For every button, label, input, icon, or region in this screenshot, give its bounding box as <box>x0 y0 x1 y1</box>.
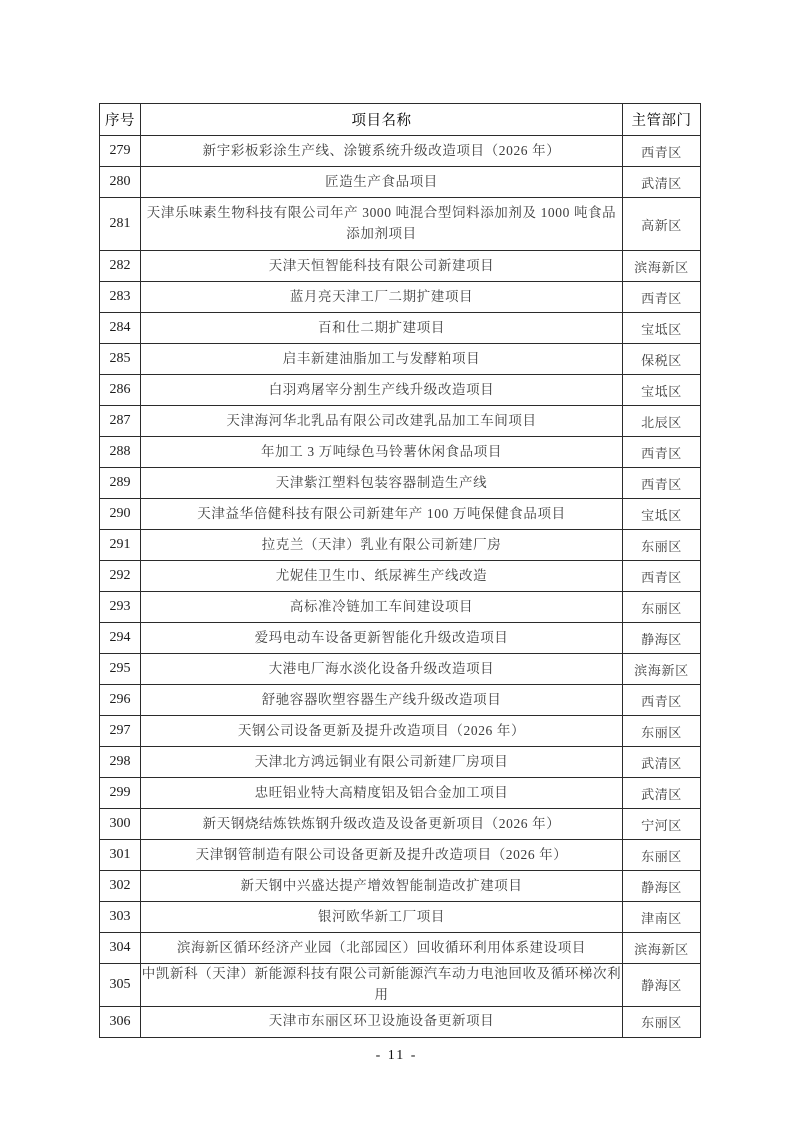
table-row <box>100 809 701 840</box>
cell-project-name: 天津海河华北乳品有限公司改建乳品加工车间项目 <box>141 406 623 437</box>
table-row <box>100 654 701 685</box>
table-row <box>100 840 701 871</box>
cell-sequence: 306 <box>100 1006 141 1037</box>
cell-project-name: 滨海新区循环经济产业园（北部园区）回收循环利用体系建设项目 <box>141 933 623 964</box>
cell-sequence: 299 <box>100 778 141 809</box>
cell-department: 宝坻区 <box>623 313 701 344</box>
table-row <box>100 375 701 406</box>
table-header-row <box>100 104 701 136</box>
cell-project-name: 百和仕二期扩建项目 <box>141 313 623 344</box>
cell-department: 西青区 <box>623 136 701 167</box>
cell-project-name: 天钢公司设备更新及提升改造项目（2026 年） <box>141 716 623 747</box>
cell-project-name: 天津市东丽区环卫设施设备更新项目 <box>141 1006 623 1037</box>
cell-sequence: 302 <box>100 871 141 902</box>
cell-project-name: 拉克兰（天津）乳业有限公司新建厂房 <box>141 530 623 561</box>
cell-project-name: 天津天恒智能科技有限公司新建项目 <box>141 251 623 282</box>
cell-project-name: 高标准冷链加工车间建设项目 <box>141 592 623 623</box>
table-row <box>100 685 701 716</box>
cell-department: 滨海新区 <box>623 251 701 282</box>
cell-project-name: 舒驰容器吹塑容器生产线升级改造项目 <box>141 685 623 716</box>
cell-sequence: 291 <box>100 530 141 561</box>
table-row <box>100 871 701 902</box>
cell-sequence: 289 <box>100 468 141 499</box>
cell-department: 保税区 <box>623 344 701 375</box>
cell-sequence: 305 <box>100 964 141 1007</box>
cell-project-name: 新天钢烧结炼铁炼钢升级改造及设备更新项目（2026 年） <box>141 809 623 840</box>
cell-project-name: 匠造生产食品项目 <box>141 167 623 198</box>
cell-sequence: 300 <box>100 809 141 840</box>
table-row <box>100 251 701 282</box>
cell-sequence: 293 <box>100 592 141 623</box>
cell-sequence: 298 <box>100 747 141 778</box>
table-row <box>100 406 701 437</box>
cell-project-name: 启丰新建油脂加工与发酵粕项目 <box>141 344 623 375</box>
project-table <box>99 103 701 1038</box>
table-row <box>100 747 701 778</box>
table-row <box>100 778 701 809</box>
cell-project-name: 天津益华倍健科技有限公司新建年产 100 万吨保健食品项目 <box>141 499 623 530</box>
table-row <box>100 530 701 561</box>
cell-department: 西青区 <box>623 685 701 716</box>
table-row <box>100 1006 701 1037</box>
cell-department: 高新区 <box>623 198 701 251</box>
table-row <box>100 716 701 747</box>
table-row <box>100 592 701 623</box>
cell-sequence: 283 <box>100 282 141 313</box>
table-header <box>100 104 701 136</box>
cell-project-name: 蓝月亮天津工厂二期扩建项目 <box>141 282 623 313</box>
project-table-container <box>99 103 700 1038</box>
cell-sequence: 304 <box>100 933 141 964</box>
cell-sequence: 294 <box>100 623 141 654</box>
cell-sequence: 292 <box>100 561 141 592</box>
cell-project-name: 天津乐味素生物科技有限公司年产 3000 吨混合型饲料添加剂及 1000 吨食品添加剂项目 <box>141 198 623 251</box>
cell-department: 西青区 <box>623 468 701 499</box>
cell-project-name: 尤妮佳卫生巾、纸尿裤生产线改造 <box>141 561 623 592</box>
cell-sequence: 282 <box>100 251 141 282</box>
cell-department: 宝坻区 <box>623 375 701 406</box>
cell-department: 东丽区 <box>623 530 701 561</box>
cell-sequence: 301 <box>100 840 141 871</box>
cell-department: 静海区 <box>623 623 701 654</box>
cell-department: 武清区 <box>623 747 701 778</box>
cell-sequence: 290 <box>100 499 141 530</box>
cell-department: 静海区 <box>623 871 701 902</box>
cell-project-name: 银河欧华新工厂项目 <box>141 902 623 933</box>
table-row <box>100 313 701 344</box>
cell-department: 武清区 <box>623 778 701 809</box>
cell-sequence: 286 <box>100 375 141 406</box>
cell-sequence: 288 <box>100 437 141 468</box>
cell-sequence: 284 <box>100 313 141 344</box>
column-header-project-name: 项目名称 <box>141 104 623 136</box>
cell-project-name: 天津钢管制造有限公司设备更新及提升改造项目（2026 年） <box>141 840 623 871</box>
table-row <box>100 282 701 313</box>
cell-project-name: 新天钢中兴盛达提产增效智能制造改扩建项目 <box>141 871 623 902</box>
table-row <box>100 468 701 499</box>
table-row <box>100 167 701 198</box>
table-row <box>100 933 701 964</box>
cell-project-name: 爱玛电动车设备更新智能化升级改造项目 <box>141 623 623 654</box>
cell-sequence: 281 <box>100 198 141 251</box>
cell-sequence: 295 <box>100 654 141 685</box>
cell-project-name: 天津北方鸿远铜业有限公司新建厂房项目 <box>141 747 623 778</box>
cell-department: 宁河区 <box>623 809 701 840</box>
column-header-sequence: 序号 <box>100 104 141 136</box>
page-number-footer: - 11 - <box>375 1048 418 1063</box>
table-row <box>100 902 701 933</box>
table-row <box>100 344 701 375</box>
table-row <box>100 198 701 251</box>
cell-sequence: 297 <box>100 716 141 747</box>
table-row <box>100 437 701 468</box>
cell-sequence: 279 <box>100 136 141 167</box>
cell-sequence: 285 <box>100 344 141 375</box>
cell-sequence: 287 <box>100 406 141 437</box>
cell-project-name: 白羽鸡屠宰分割生产线升级改造项目 <box>141 375 623 406</box>
cell-department: 东丽区 <box>623 716 701 747</box>
cell-sequence: 296 <box>100 685 141 716</box>
cell-department: 东丽区 <box>623 1006 701 1037</box>
cell-sequence: 280 <box>100 167 141 198</box>
table-row <box>100 136 701 167</box>
cell-department: 西青区 <box>623 437 701 468</box>
cell-department: 北辰区 <box>623 406 701 437</box>
cell-department: 津南区 <box>623 902 701 933</box>
cell-project-name: 中凯新科（天津）新能源科技有限公司新能源汽车动力电池回收及循环梯次利用 <box>141 964 623 1007</box>
table-row <box>100 964 701 1007</box>
table-body <box>100 136 701 1038</box>
cell-project-name: 忠旺铝业特大高精度铝及铝合金加工项目 <box>141 778 623 809</box>
table-row <box>100 623 701 654</box>
cell-department: 东丽区 <box>623 840 701 871</box>
column-header-department: 主管部门 <box>623 104 701 136</box>
cell-department: 东丽区 <box>623 592 701 623</box>
cell-department: 滨海新区 <box>623 933 701 964</box>
cell-sequence: 303 <box>100 902 141 933</box>
cell-department: 宝坻区 <box>623 499 701 530</box>
table-row <box>100 561 701 592</box>
table-row <box>100 499 701 530</box>
cell-department: 滨海新区 <box>623 654 701 685</box>
cell-project-name: 新宇彩板彩涂生产线、涂镀系统升级改造项目（2026 年） <box>141 136 623 167</box>
cell-department: 西青区 <box>623 282 701 313</box>
cell-department: 西青区 <box>623 561 701 592</box>
cell-department: 静海区 <box>623 964 701 1007</box>
cell-project-name: 年加工 3 万吨绿色马铃薯休闲食品项目 <box>141 437 623 468</box>
cell-project-name: 大港电厂海水淡化设备升级改造项目 <box>141 654 623 685</box>
cell-department: 武清区 <box>623 167 701 198</box>
cell-project-name: 天津紫江塑料包装容器制造生产线 <box>141 468 623 499</box>
